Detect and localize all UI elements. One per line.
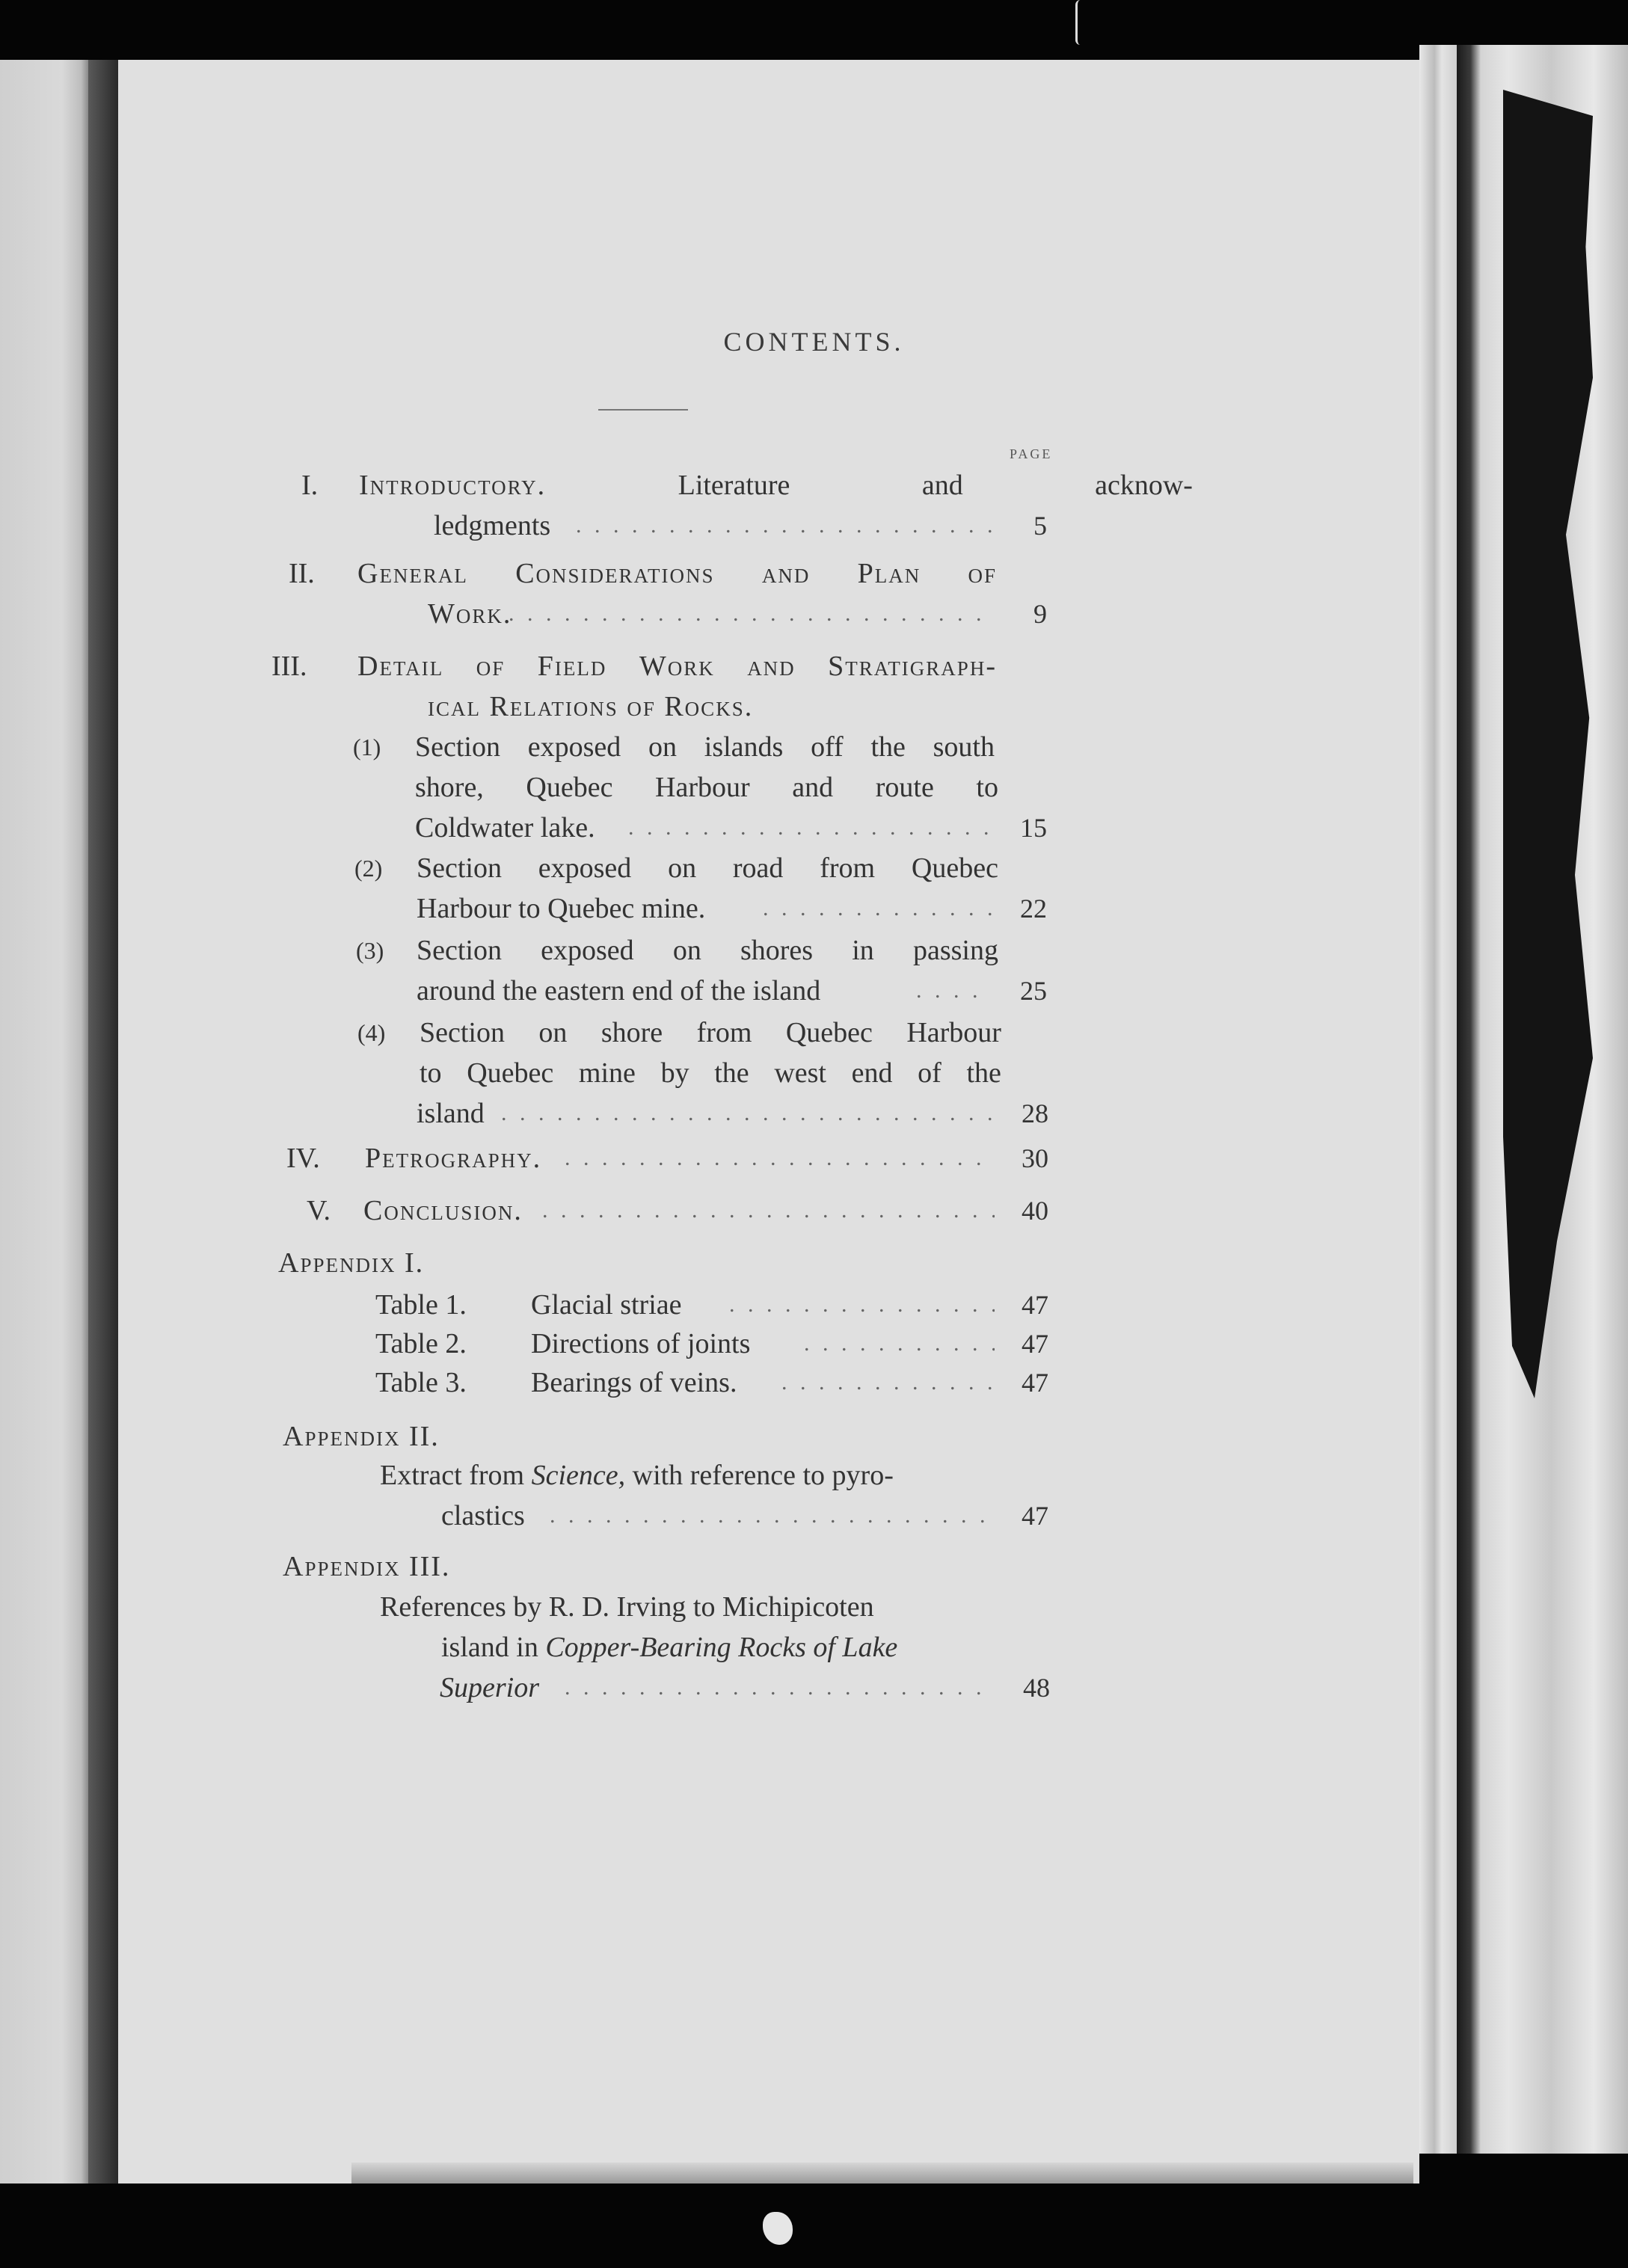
appendix-entry: Extract from Science, with reference to pyro- (380, 1460, 894, 1491)
table-title: Directions of joints (531, 1328, 751, 1359)
subsection-label: (4) (357, 1019, 386, 1046)
table-label: Table 2. (375, 1328, 467, 1359)
appendix-entry: References by R. D. Irving to Michipicoten (380, 1591, 874, 1623)
toc-entry-introductory: Introductory. Literature and acknow- (359, 465, 1193, 505)
section-number: IV. (286, 1143, 320, 1174)
toc-entry-continuation: Coldwater lake. (415, 812, 595, 843)
page-number: 30 (1022, 1143, 1048, 1173)
toc-entry-continuation: shore, Quebec Harbour and route to (415, 772, 998, 803)
leader-dots (565, 1668, 995, 1708)
page-number: 5 (1033, 511, 1047, 541)
section-heading: Introductory. (359, 470, 547, 501)
leader-dots (509, 594, 995, 634)
book-gutter (88, 60, 118, 2184)
leader-dots (763, 888, 995, 929)
table-label: Table 1. (375, 1289, 467, 1321)
page-number: 47 (1022, 1368, 1048, 1398)
table-title: Bearings of veins. (531, 1367, 737, 1398)
page-number: 22 (1020, 894, 1047, 924)
appendix-heading: Appendix II. (283, 1421, 440, 1452)
toc-entry-continuation: Harbour to Quebec mine. (417, 893, 706, 924)
subsection-label: (2) (354, 855, 383, 882)
toc-entry-continuation: Superior (440, 1672, 539, 1703)
toc-entry-petrography: Petrography. (365, 1143, 542, 1174)
section-number: II. (289, 558, 315, 589)
page-number: 15 (1020, 813, 1047, 843)
subsection-label: (3) (356, 937, 384, 964)
leader-dots (781, 1362, 995, 1403)
page-number: 25 (1020, 976, 1047, 1006)
toc-subentry-west-end: Section on shore from Quebec Harbour (420, 1017, 1001, 1048)
leader-dots (804, 1324, 995, 1364)
page-column-heading: PAGE (1010, 446, 1053, 461)
table-title: Glacial striae (531, 1289, 682, 1321)
toc-entry-continuation: to Quebec mine by the west end of the (420, 1057, 1001, 1089)
leader-dots (550, 1496, 995, 1536)
leader-dots (916, 971, 991, 1011)
page-title: CONTENTS. (723, 327, 905, 357)
appendix-heading: Appendix III. (283, 1551, 451, 1582)
toc-entry-continuation: island (417, 1098, 485, 1129)
page-number: 9 (1033, 599, 1047, 629)
toc-entry-continuation: ledgments (434, 510, 551, 541)
page-number: 40 (1022, 1196, 1048, 1226)
toc-entry-conclusion: Conclusion. (363, 1195, 523, 1226)
section-number: I. (301, 470, 319, 501)
leader-dots (628, 808, 995, 848)
subsection-label: (1) (353, 734, 381, 760)
section-number: III. (271, 651, 307, 682)
leader-dots (729, 1285, 995, 1325)
toc-entry-continuation: ical Relations of Rocks. (428, 691, 754, 722)
appendix-heading: Appendix I. (278, 1247, 425, 1279)
section-number: V. (307, 1195, 331, 1226)
leader-dots (576, 505, 995, 546)
title-rule (598, 409, 688, 411)
leader-dots (565, 1138, 995, 1178)
page-number: 47 (1022, 1501, 1048, 1531)
leader-dots (501, 1093, 995, 1134)
toc-subentry-islands: Section exposed on islands off the south (415, 731, 995, 763)
leader-dots (542, 1190, 995, 1231)
toc-entry-continuation: island in Copper-Bearing Rocks of Lake (441, 1632, 898, 1663)
left-page-edge (0, 60, 88, 2184)
toc-entry-continuation: Work. (428, 598, 512, 630)
toc-entry-continuation: clastics (441, 1500, 525, 1531)
page-number: 28 (1022, 1098, 1048, 1128)
toc-subentry-shores: Section exposed on shores in passing (417, 935, 998, 966)
binding-thread (1075, 0, 1085, 45)
table-label: Table 3. (375, 1367, 467, 1398)
page-number: 47 (1022, 1329, 1048, 1359)
page-bottom-edge (351, 2163, 1413, 2184)
toc-entry-general-considerations: General Considerations and Plan of (357, 558, 997, 589)
paper-fragment (763, 2212, 793, 2245)
toc-entry-detail-of-field-work: Detail of Field Work and Stratigraph- (357, 651, 997, 682)
page-number: 48 (1023, 1673, 1050, 1703)
toc-subentry-road: Section exposed on road from Quebec (417, 852, 998, 884)
toc-entry-continuation: around the eastern end of the island (417, 975, 821, 1007)
page-stack-edge (1419, 45, 1457, 2154)
page-number: 47 (1022, 1290, 1048, 1320)
